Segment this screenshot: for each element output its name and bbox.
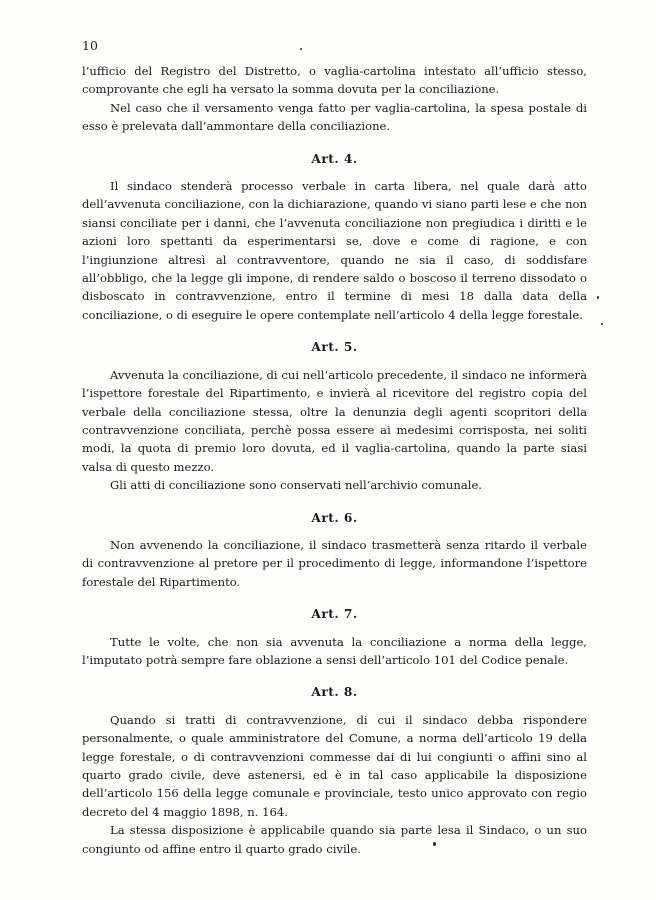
ink-speck [300, 48, 302, 50]
article-8-heading: Art. 8. [311, 685, 358, 700]
article-5-paragraph-1: Avvenuta la conciliazione, di cui nell’articolo precedente, il sindaco ne informerà l’ispettore forestale del Ripartimento, e invierà al ricevitore del registro copia del verbale della conciliazione stessa, oltre la denunzia degli agenti scopritori della contravvenzione conciliata, perchè possa essere ai medesimi corrisposta, nei soliti modi, la quota di premio loro dovuta, ed il vaglia-cartolina, quando la parte siasi valsa di questo mezzo. [82, 367, 587, 474]
intro-paragraph-2: Nel caso che il versamento venga fatto per vaglia-cartolina, la spesa postale di esso è prelevata dall’ammontare della conciliazione. [82, 100, 587, 134]
article-8-paragraph-2: La stessa disposizione è applicabile quando sia parte lesa il Sindaco, o un suo congiunto od affine entro il quarto grado civile. [82, 823, 587, 856]
article-7-paragraph-1: Tutte le volte, che non sia avvenuta la conciliazione a norma della legge, l’imputato potrà sempre fare oblazione a sensi dell’articolo 101 del Codice penale. [82, 634, 587, 667]
ink-speck [597, 296, 599, 299]
ink-speck [601, 323, 603, 325]
intro-paragraph-1: l’ufficio del Registro del Distretto, o vaglia-cartolina intestato all’ufficio stesso, comprovante che egli ha versato la somma dovuta per la conciliazione. [82, 64, 587, 97]
ink-speck [433, 842, 436, 846]
article-7-heading: Art. 7. [311, 607, 358, 622]
article-8-paragraph-1: Quando si tratti di contravvenzione, di cui il sindaco debba rispondere personalmente, o quale amministratore del Comune, a norma dell’articolo 19 della legge forestale, o di contravvenzioni commesse dai di lui congiunti o affini sino al quarto grado civile, deve astenersi, ed è in tal caso applicabile la disposizione dell’articolo 156 della legge comunale e provinciale, testo unico approvato con regio decreto del 4 maggio 1898, n. 164. [82, 712, 587, 819]
document-body [82, 62, 587, 858]
article-4-heading: Art. 4. [311, 151, 358, 166]
article-6-paragraph-1: Non avvenendo la conciliazione, il sindaco trasmetterà senza ritardo il verbale di contravvenzione al pretore per il procedimento di legge, informandone l’ispettore forestale del Ripartimento. [82, 537, 587, 589]
article-5-paragraph-2: Gli atti di conciliazione sono conservati nell’archivio comunale. [110, 478, 482, 493]
article-6-heading: Art. 6. [311, 510, 358, 525]
page-number: 10 [82, 38, 98, 53]
article-4-paragraph-1: Il sindaco stenderà processo verbale in carta libera, nel quale darà atto dell’avvenuta conciliazione, con la dichiarazione, quando vi siano parti lese e che non siansi conciliate per i danni, che l’avvenuta conciliazione non pregiudica i diritti e le azioni loro spettanti da esperimentarsi se, dove e come di ragione, e con l’ingiunzione altresì al contravventore, quando ne sia il caso, di soddisfare all’obbligo, che la legge gli impone, di rendere saldo o boscoso il terreno dissodato o disboscato in contravvenzione, entro il termine di mesi 18 dalla data della conciliazione, o di eseguire le opere contemplate nell’articolo 4 della legge forestale. [82, 179, 587, 322]
article-5-heading: Art. 5. [311, 340, 358, 355]
